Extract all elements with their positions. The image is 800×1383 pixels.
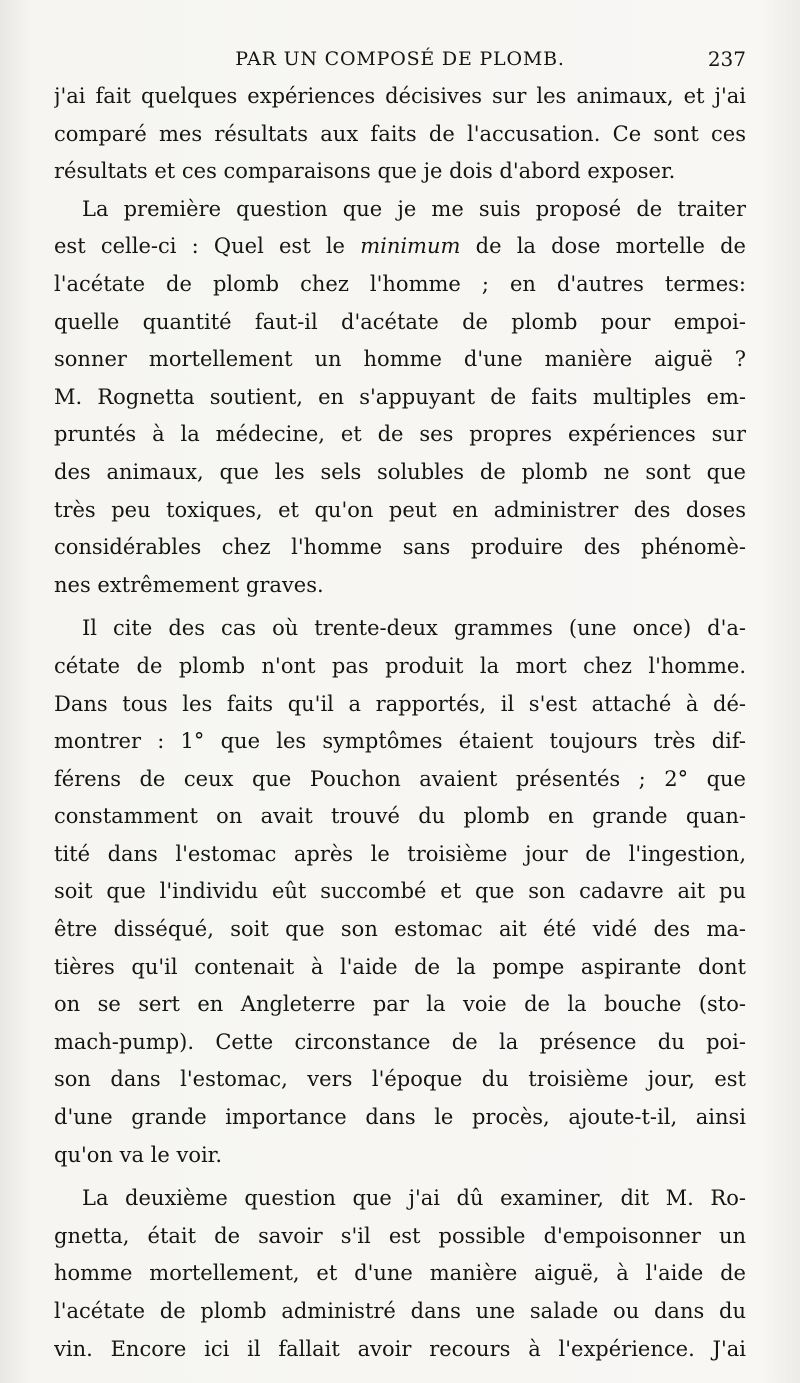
body-text xyxy=(54,78,746,1368)
text-line: tières qu'il contenait à l'aide de la pompe aspirante dont xyxy=(54,954,746,979)
text-fragment: est celle-ci : Quel est le xyxy=(54,234,345,259)
text-line: La première question que je me suis proposé de traiter xyxy=(82,196,746,221)
text-line: tité dans l'estomac après le troisième jour de l'ingestion, xyxy=(54,841,746,866)
text-line: La deuxième question que j'ai dû examiner, dit M. Ro- xyxy=(82,1186,746,1211)
text-fragment: de la dose mortelle de xyxy=(475,234,746,259)
text-line: Dans tous les faits qu'il a rapportés, il s'est attaché à dé- xyxy=(54,691,746,716)
text-line: quelle quantité faut-il d'acétate de plomb pour empoi- xyxy=(54,309,746,334)
text-line: l'acétate de plomb administré dans une salade ou dans du xyxy=(54,1299,746,1323)
text-line: comparé mes résultats aux faits de l'accusation. Ce sont ces xyxy=(54,121,746,146)
text-line: férens de ceux que Pouchon avaient présentés ; 2° que xyxy=(54,766,746,791)
page-header xyxy=(54,42,746,76)
text-line: son dans l'estomac, vers l'époque du troisième jour, est xyxy=(54,1067,746,1092)
text-line: homme mortellement, et d'une manière aiguë, à l'aide de xyxy=(54,1261,746,1286)
text-line: l'acétate de plomb chez l'homme ; en d'autres termes: xyxy=(54,271,746,296)
text-line: être disséqué, soit que son estomac ait été vidé des ma- xyxy=(54,917,746,942)
text-line: M. Rognetta soutient, en s'appuyant de faits multiples em- xyxy=(54,384,746,409)
text-line: qu'on va le voir. xyxy=(54,1142,223,1167)
text-line: constamment on avait trouvé du plomb en grande quan- xyxy=(54,804,746,829)
text-line: j'ai fait quelques expériences décisives sur les animaux, et j'ai xyxy=(54,84,746,108)
text-line: Il cite des cas où trente-deux grammes (une once) d'a- xyxy=(82,616,746,641)
text-line: gnetta, était de savoir s'il est possible d'empoisonner un xyxy=(54,1223,746,1248)
text-line: montrer : 1° que les symptômes étaient toujours très dif- xyxy=(54,729,746,754)
text-line: des animaux, que les sels solubles de plomb ne sont que xyxy=(54,459,746,484)
italic-term: minimum xyxy=(360,234,461,259)
text-line: mach-pump). Cette circonstance de la présence du poi- xyxy=(54,1029,746,1054)
running-title: PAR UN COMPOSÉ DE PLOMB. xyxy=(235,48,565,70)
text-line: résultats et ces comparaisons que je dois d'abord exposer. xyxy=(54,159,676,184)
text-line: sonner mortellement un homme d'une manière aiguë ? xyxy=(54,347,746,372)
text-line xyxy=(54,228,746,266)
text-line: nes extrêmement graves. xyxy=(54,572,324,597)
text-line: cétate de plomb n'ont pas produit la mort chez l'homme. xyxy=(54,653,746,678)
text-line: soit que l'individu eût succombé et que son cadavre ait pu xyxy=(54,879,746,904)
text-line: très peu toxiques, et qu'on peut en administrer des doses xyxy=(54,497,746,522)
text-line: d'une grande importance dans le procès, ajoute-t-il, ainsi xyxy=(54,1105,746,1130)
page-number: 237 xyxy=(707,47,746,71)
text-line: pruntés à la médecine, et de ses propres expériences sur xyxy=(54,422,746,447)
text-line: considérables chez l'homme sans produire des phénomè- xyxy=(54,535,746,560)
text-line: on se sert en Angleterre par la voie de la bouche (sto- xyxy=(54,992,746,1017)
text-line: vin. Encore ici il fallait avoir recours à l'expérience. J'ai xyxy=(54,1336,746,1361)
